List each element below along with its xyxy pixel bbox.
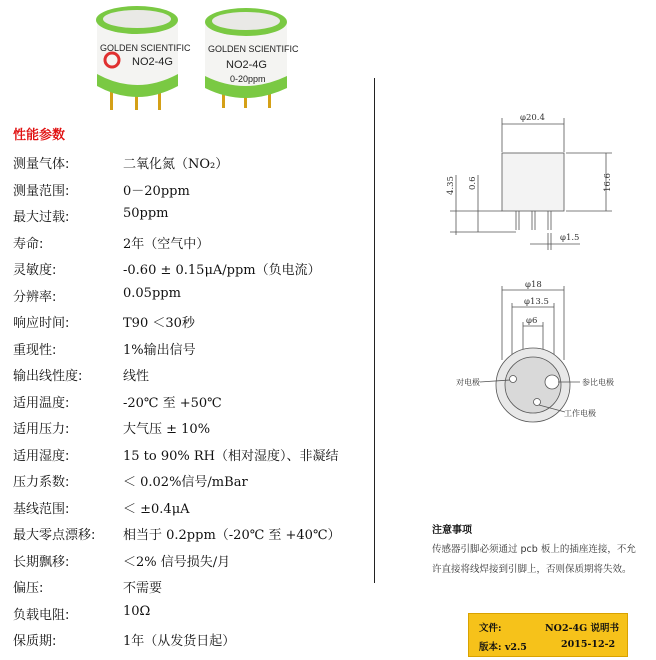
spec-key: 适用压力: bbox=[13, 422, 70, 437]
dim-d6: φ6 bbox=[526, 316, 538, 326]
notes-line: 许直接将线焊接到引脚上，否则保质期将失效。 bbox=[432, 564, 632, 575]
spec-key: 适用湿度: bbox=[13, 448, 70, 464]
spec-key: 测量气体: bbox=[13, 157, 70, 172]
spec-key: 压力系数: bbox=[13, 475, 70, 490]
dim-left1: 4.35 bbox=[446, 176, 456, 195]
spec-key: 重现性: bbox=[13, 342, 57, 358]
spec-value: 不需要 bbox=[123, 581, 163, 596]
dimension-drawing bbox=[420, 100, 620, 425]
spec-key: 响应时间: bbox=[13, 316, 70, 331]
label-reference-electrode: 参比电极 bbox=[582, 378, 614, 387]
spec-value: 0－20ppm bbox=[123, 183, 190, 199]
label-working-electrode: 工作电极 bbox=[564, 409, 596, 418]
spec-value: 0.05ppm bbox=[123, 285, 181, 301]
notes-line: 传感器引脚必须通过 pcb 板上的插座连接，不允 bbox=[432, 544, 636, 555]
sensor-1-brand: GOLDEN SCIENTIFIC bbox=[100, 43, 191, 53]
notes-title: 注意事项 bbox=[432, 525, 472, 536]
spec-key: 基线范围: bbox=[13, 501, 70, 517]
spec-value: ＜ ±0.4μA bbox=[123, 501, 190, 517]
spec-value: 2年（空气中） bbox=[123, 236, 210, 252]
document-info-box bbox=[468, 613, 628, 657]
spec-value: 10Ω bbox=[123, 603, 151, 619]
sensor-2-image bbox=[205, 8, 299, 108]
spec-value: 线性 bbox=[123, 369, 150, 384]
file-value: NO2-4G 说明书 bbox=[545, 623, 620, 634]
spec-value: ＜ 0.02%信号/mBar bbox=[123, 475, 248, 490]
spec-key: 灵敏度: bbox=[13, 263, 57, 278]
spec-key: 适用温度: bbox=[13, 395, 70, 411]
dim-d18: φ18 bbox=[525, 280, 542, 290]
dim-pin: φ1.5 bbox=[560, 233, 580, 243]
sensor-1-model: NO2-4G bbox=[132, 56, 173, 68]
sensor-2-brand: GOLDEN SCIENTIFIC bbox=[208, 44, 299, 54]
sensor-1-image bbox=[96, 6, 191, 110]
column-divider bbox=[374, 78, 375, 583]
spec-key: 长期飘移: bbox=[13, 554, 70, 570]
dim-top: φ20.4 bbox=[520, 113, 545, 123]
spec-value: 二氧化氮（NO₂） bbox=[123, 157, 229, 172]
spec-value: 1年（从发货日起） bbox=[123, 634, 236, 649]
spec-value: 大气压 ± 10% bbox=[123, 422, 211, 437]
dim-left2: 0.6 bbox=[468, 176, 478, 190]
sensor-photo bbox=[0, 0, 340, 115]
spec-value: 15 to 90% RH（相对湿度）、非凝结 bbox=[123, 448, 339, 464]
file-label: 文件: bbox=[479, 623, 502, 634]
spec-value: 50ppm bbox=[123, 206, 169, 221]
spec-value: 相当于 0.2ppm（-20℃ 至 +40℃） bbox=[123, 528, 341, 543]
label-counter-electrode: 对电极 bbox=[456, 378, 480, 387]
spec-key: 分辨率: bbox=[13, 289, 57, 305]
sensor-2-model: NO2-4G bbox=[226, 59, 267, 71]
spec-key: 输出线性度: bbox=[13, 369, 83, 384]
version-label: 版本: v2.5 bbox=[479, 642, 527, 653]
spec-key: 最大零点漂移: bbox=[13, 528, 96, 543]
section-title: 性能参数 bbox=[13, 128, 66, 143]
spec-key: 保质期: bbox=[13, 634, 57, 649]
spec-value: ＜2% 信号损失/月 bbox=[123, 554, 231, 570]
spec-key: 测量范围: bbox=[13, 183, 70, 199]
spec-key: 偏压: bbox=[13, 581, 44, 596]
spec-value: -0.60 ± 0.15μA/ppm（负电流） bbox=[123, 263, 321, 278]
spec-value: T90 ＜30秒 bbox=[123, 316, 195, 331]
spec-key: 最大过载: bbox=[13, 210, 70, 225]
doc-date: 2015-12-2 bbox=[561, 639, 616, 650]
spec-value: -20℃ 至 +50℃ bbox=[123, 395, 222, 411]
spec-key: 寿命: bbox=[13, 236, 44, 252]
spec-value: 1%输出信号 bbox=[123, 342, 196, 358]
dim-d13: φ13.5 bbox=[524, 297, 549, 307]
dim-height: 16.6 bbox=[603, 173, 613, 192]
sensor-2-range: 0-20ppm bbox=[230, 74, 266, 84]
spec-key: 负载电阻: bbox=[13, 607, 70, 623]
